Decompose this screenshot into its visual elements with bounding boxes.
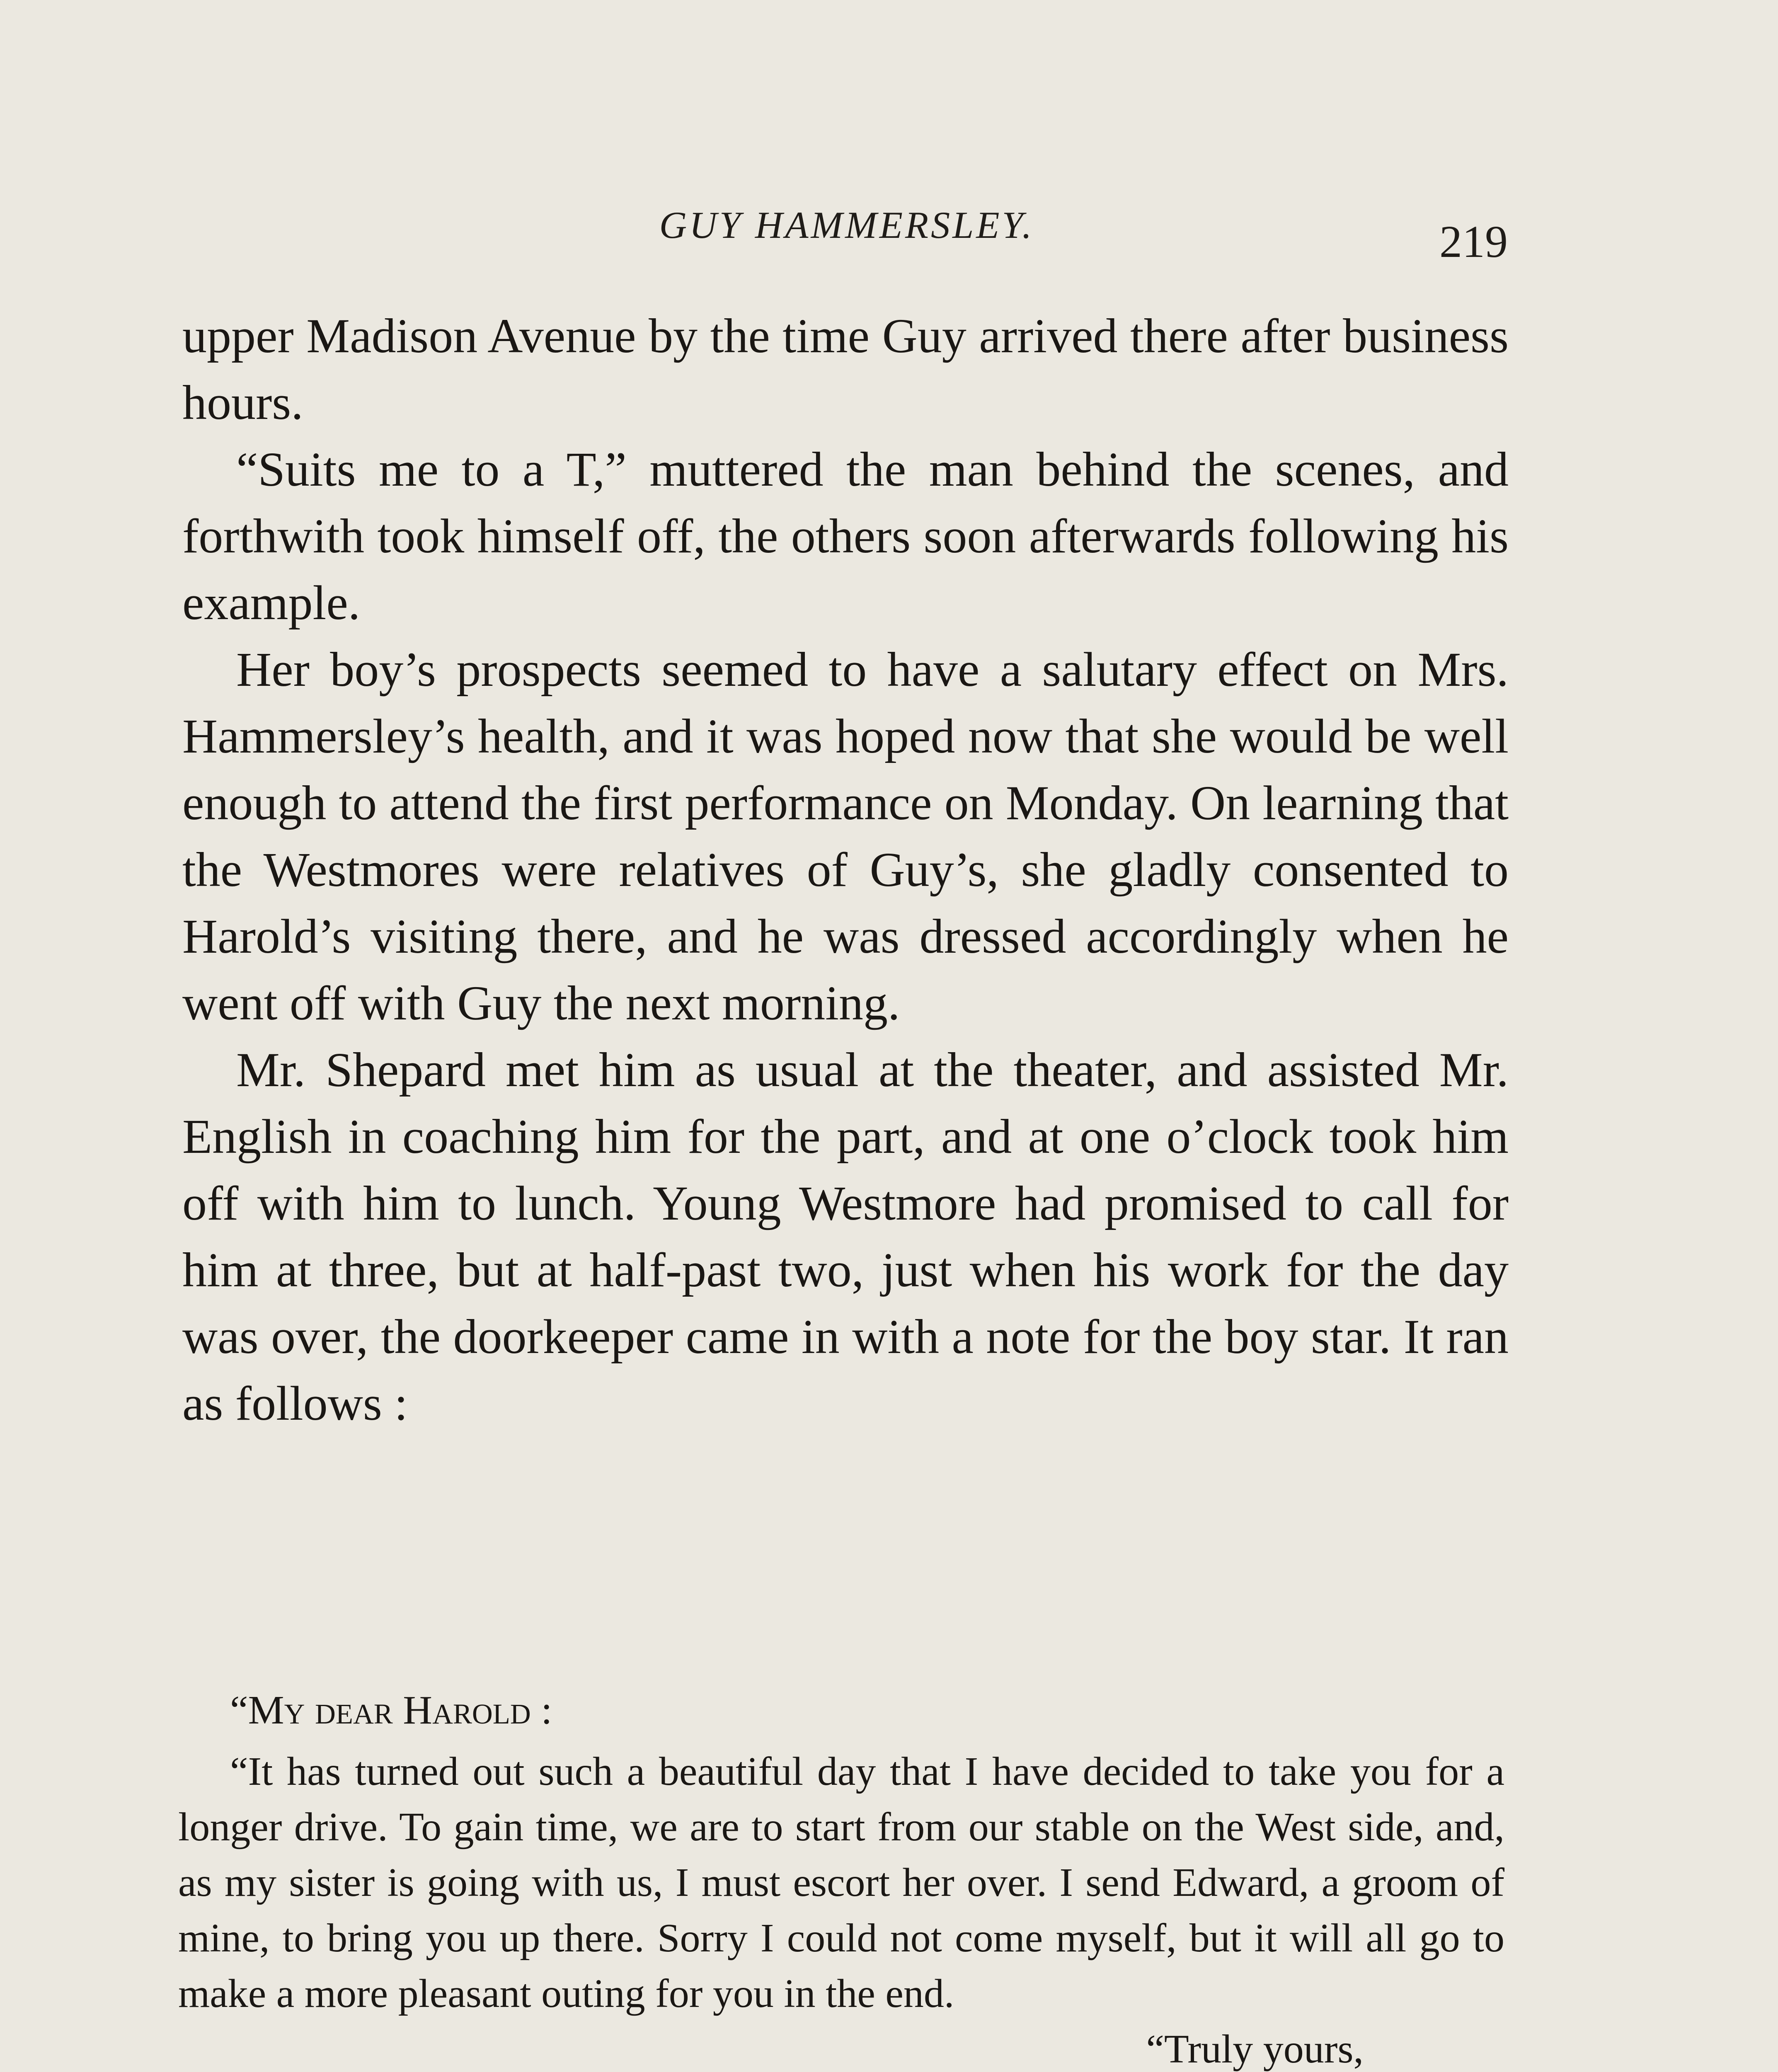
main-text xyxy=(182,303,1509,1437)
running-head: GUY HAMMERSLEY. xyxy=(659,204,1034,246)
paragraph-continued: upper Madison Avenue by the time Guy arrived there after business hours. xyxy=(182,309,1509,430)
page-header xyxy=(186,199,1508,282)
quoted-letter xyxy=(178,1682,1504,2072)
paragraph: Mr. Shepard met him as usual at the theater, and assisted Mr. English in coaching him for the part, and at one o’clock took him off with him to lunch. Young Westmore had promised to call for him at three, but at half-past two, just when his work for the day was over, the doorkeeper came in with a note for the boy star. It ran as follows : xyxy=(182,1043,1509,1431)
letter-closing: “Truly yours, xyxy=(1146,2027,1364,2072)
letter-salutation: “My dear Harold : xyxy=(230,1688,552,1733)
page-number: 219 xyxy=(1439,216,1508,267)
letter-body: “It has turned out such a beautiful day that I have decided to take you for a longer drive. To gain time, we are to start from our stable on the West side, and, as my sister is going with us, I must escort her over. I send Edward, a groom of mine, to bring you up there. Sorry I could not come myself, but it will all go to make a more pleasant outing for you in the end. xyxy=(178,1749,1504,2016)
paragraph: “Suits me to a T,” muttered the man behind the scenes, and forthwith took himself off, the others soon afterwards following his example. xyxy=(182,442,1509,630)
paragraph: Her boy’s prospects seemed to have a salutary effect on Mrs. Hammersley’s health, and it was hoped now that she would be well enough to attend the first performance on Monday. On learning that the Westmores were relatives of Guy’s, she gladly consented to Harold’s visiting there, and he was dressed accordingly when he went off with Guy the next morning. xyxy=(182,642,1509,1030)
